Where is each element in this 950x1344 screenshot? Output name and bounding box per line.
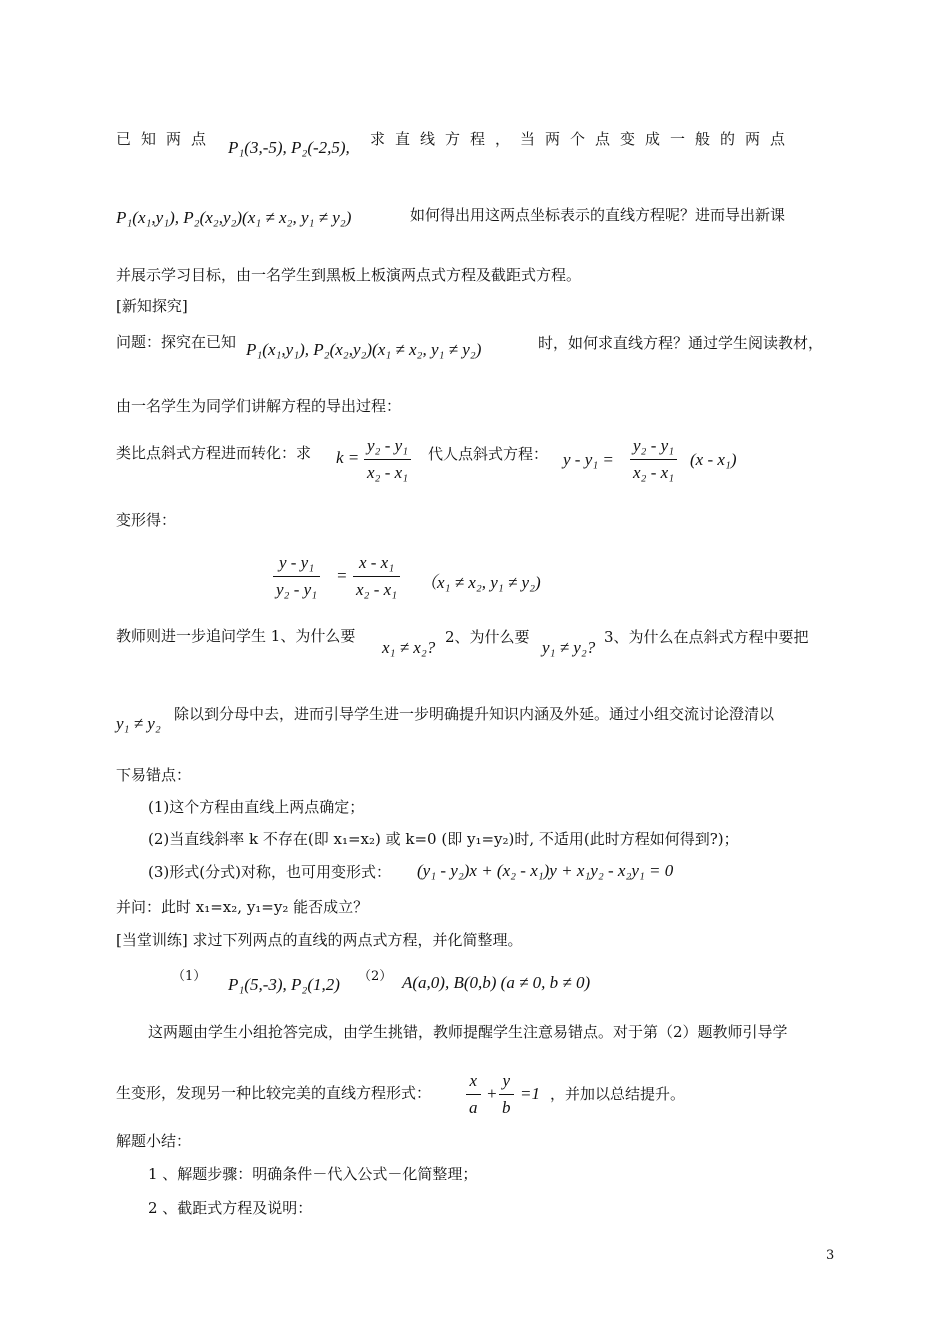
intercept-pre: 生变形，发现另一种比较完美的直线方程形式：: [116, 1084, 432, 1102]
point-slope-denominator: x₂ - x₁: [633, 463, 675, 482]
question-post: 时，如何求直线方程？通过学生阅读教材，: [538, 334, 824, 352]
slope-fraction: [364, 436, 411, 483]
k-symbol: k =: [336, 448, 360, 467]
x-over-a-fraction: [466, 1071, 481, 1118]
discussion-paragraph: 这两题由学生小组抢答完成，由学生挑错，教师提醒学生注意易错点。对于第（2）题教师引导学: [148, 1023, 788, 1041]
intercept-post: ，并加以总结提升。: [550, 1085, 686, 1103]
ask-post: 3、为什么在点斜式方程中要把: [604, 628, 809, 646]
summary-label: 解题小结：: [116, 1132, 192, 1150]
two-point-condition: （x₁ ≠ x₂, y₁ ≠ y₂): [420, 573, 541, 592]
ask-pre: 教师则进一步追问学生 1、为什么要: [116, 627, 356, 645]
line3: 并展示学习目标，由一名学生到黑板上板演两点式方程及截距式方程。: [116, 266, 582, 284]
divide-text: 除以到分母中去，进而引导学生进一步明确提升知识内涵及外延。通过小组交流讨论澄清以: [174, 705, 775, 723]
two-point-left-fraction: [273, 553, 320, 600]
also-ask: 并问：此时 x₁=x₂, y₁=y₂ 能否成立？: [116, 898, 369, 916]
summary-item-2: 2 、截距式方程及说明：: [148, 1199, 313, 1217]
general-form-equation: (y₁ - y₂)x + (x₂ - x₁)y + x₁y₂ - x₂y₁ = 0: [417, 861, 674, 880]
two-point-left-denominator: y₂ - y₁: [276, 580, 318, 599]
slope-numerator: y₂ - y₁: [364, 436, 411, 460]
x-over-a-numerator: x: [466, 1071, 481, 1095]
mistake-item-1: (1)这个方程由直线上两点确定；: [148, 798, 365, 816]
exercise-2: A(a,0), B(0,b) (a ≠ 0, b ≠ 0): [402, 973, 591, 992]
y-over-b-denominator: b: [502, 1098, 511, 1117]
line1-points: P₁(3,-5), P₂(-2,5),: [228, 138, 350, 157]
intercept-equals-one: =1: [520, 1084, 540, 1103]
line2-text: 如何得出用这两点坐标表示的直线方程呢？进而导出新课: [410, 206, 786, 224]
y-over-b-fraction: [499, 1071, 514, 1118]
ask-mid: 2、为什么要: [445, 628, 530, 646]
exercise-2-label: （2）: [358, 969, 393, 984]
point-slope-fraction: [630, 436, 677, 483]
question-pre: 问题：探究在已知: [116, 333, 237, 351]
divide-math: y₁ ≠ y₂: [116, 714, 161, 733]
analogy-mid: 代人点斜式方程：: [428, 445, 549, 463]
summary-item-1: 1 、解题步骤：明确条件－代入公式－化简整理；: [148, 1165, 478, 1183]
line-explain: 由一名学生为同学们讲解方程的导出过程：: [116, 397, 402, 415]
mistakes-label: 下易错点：: [116, 766, 192, 784]
exercise-1: P₁(5,-3), P₂(1,2): [228, 975, 340, 994]
point-slope-numerator: y₂ - y₁: [630, 436, 677, 460]
two-point-right-numerator: x - x₁: [353, 553, 400, 577]
two-point-right-fraction: [353, 553, 400, 600]
line1-post: 求直线方程，当两个点变成一般的两点: [370, 130, 796, 148]
exercise-1-label: （1）: [172, 969, 207, 984]
question-math: P₁(x₁,y₁), P₂(x₂,y₂)(x₁ ≠ x₂, y₁ ≠ y₂): [246, 340, 482, 359]
two-point-right-denominator: x₂ - x₁: [356, 580, 398, 599]
ask-m2: y₁ ≠ y₂?: [542, 638, 596, 657]
section-new-knowledge: [新知探究]: [116, 297, 188, 315]
point-slope-tail: (x - x₁): [690, 450, 737, 469]
point-slope-lhs: y - y₁ =: [563, 450, 614, 469]
page-number: 3: [826, 1248, 835, 1263]
x-over-a-denominator: a: [469, 1098, 478, 1117]
practice-heading: [当堂训练] 求过下列两点的直线的两点式方程，并化简整理。: [116, 931, 523, 949]
ask-m1: x₁ ≠ x₂?: [382, 638, 436, 657]
analogy-pre: 类比点斜式方程进而转化：求: [116, 444, 312, 462]
slope-denominator: x₂ - x₁: [367, 463, 409, 482]
line1-pre: 已知两点: [116, 130, 217, 148]
y-over-b-numerator: y: [499, 1071, 514, 1095]
line2-math: P₁(x₁,y₁), P₂(x₂,y₂)(x₁ ≠ x₂, y₁ ≠ y₂): [116, 208, 352, 227]
mistake-item-3-text: (3)形式(分式)对称，也可用变形式：: [148, 863, 391, 881]
intercept-plus: +: [486, 1084, 498, 1103]
two-point-equals: =: [336, 566, 348, 585]
mistake-item-2: (2)当直线斜率 k 不存在(即 x₁=x₂) 或 k=0 (即 y₁=y₂)时, 不适用(此时方程如何得到?)；: [148, 830, 739, 848]
transform-label: 变形得：: [116, 511, 177, 529]
two-point-left-numerator: y - y₁: [273, 553, 320, 577]
